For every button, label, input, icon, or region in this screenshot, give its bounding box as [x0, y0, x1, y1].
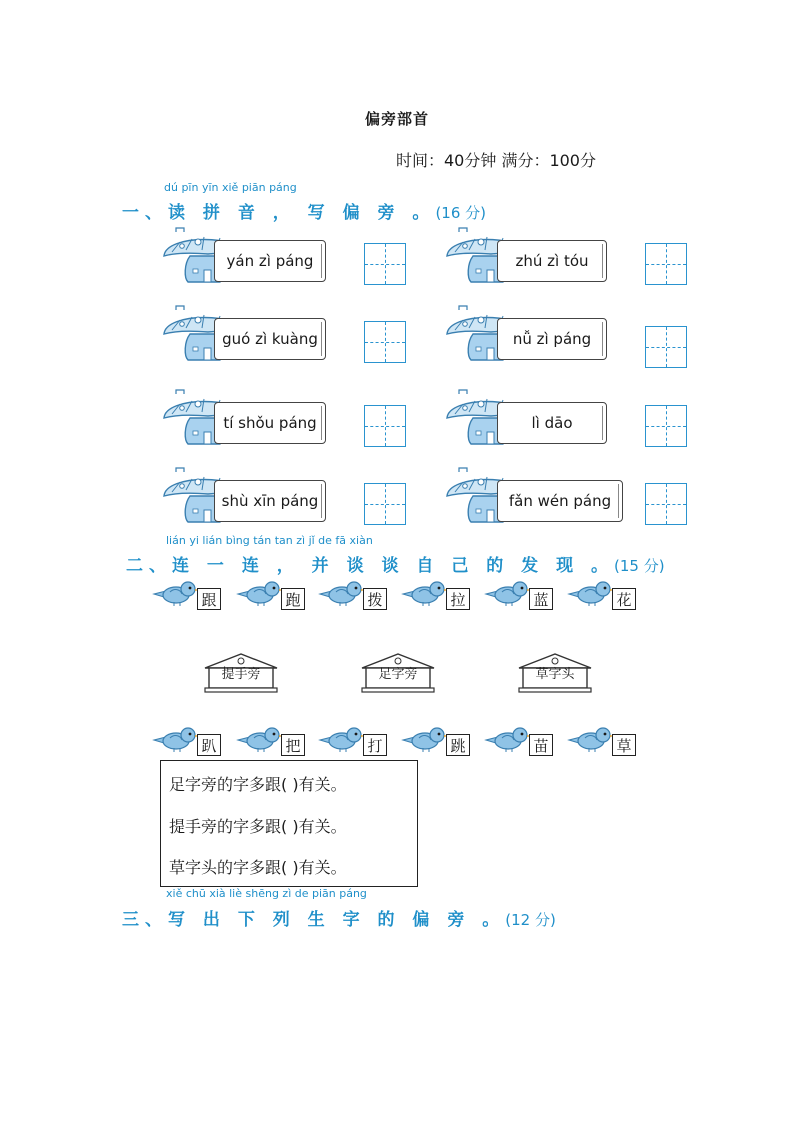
pinyin-label: zhú zì tóu: [497, 240, 607, 282]
section3-title: 三、写 出 下 列 生 字 的 偏 旁 。(12 分): [122, 910, 556, 930]
pinyin-label: tí shǒu páng: [214, 402, 326, 444]
pinyin-label: nǚ zì páng: [497, 318, 607, 360]
writing-grid[interactable]: [645, 405, 687, 447]
section2-pinyin: lián yi lián bìng tán tan zì jǐ de fā xiàn: [166, 534, 373, 547]
radical-house-label[interactable]: 提手旁: [221, 667, 261, 682]
findings-box: [160, 760, 418, 887]
writing-grid[interactable]: [364, 243, 406, 285]
writing-grid[interactable]: [364, 483, 406, 525]
pinyin-label: lì dāo: [497, 402, 607, 444]
page-title: 偏旁部首: [364, 110, 429, 128]
writing-grid[interactable]: [645, 326, 687, 368]
bird-icon: [236, 580, 286, 608]
pinyin-label: yán zì páng: [214, 240, 326, 282]
radical-house-label[interactable]: 草字头: [535, 667, 575, 682]
writing-grid[interactable]: [645, 483, 687, 525]
section2-title: 二、连 一 连 ， 并 谈 谈 自 己 的 发 现 。(15 分): [126, 556, 665, 576]
pinyin-label: fǎn wén páng: [497, 480, 623, 522]
char-card[interactable]: 把: [281, 734, 305, 756]
char-card[interactable]: 跟: [197, 588, 221, 610]
bird-icon: [318, 580, 368, 608]
section3-score: (12 分): [505, 911, 556, 929]
section1-pinyin: dú pīn yīn xiě piān páng: [164, 181, 297, 194]
section2-score: (15 分): [614, 557, 665, 575]
pinyin-label: guó zì kuàng: [214, 318, 326, 360]
section3-pinyin: xiě chū xià liè shēng zì de piān páng: [166, 887, 367, 900]
char-card[interactable]: 拨: [363, 588, 387, 610]
finding-line[interactable]: 足字旁的字多跟( )有关。: [169, 775, 347, 794]
writing-grid[interactable]: [364, 405, 406, 447]
section1-score: (16 分): [435, 204, 486, 222]
exam-meta: 时间：40分钟 满分：100分: [396, 151, 596, 170]
bird-icon: [152, 726, 202, 754]
char-card[interactable]: 草: [612, 734, 636, 756]
char-card[interactable]: 打: [363, 734, 387, 756]
writing-grid[interactable]: [645, 243, 687, 285]
writing-grid[interactable]: [364, 321, 406, 363]
finding-line[interactable]: 提手旁的字多跟( )有关。: [169, 817, 347, 836]
bird-icon: [401, 580, 451, 608]
bird-icon: [318, 726, 368, 754]
bird-icon: [484, 580, 534, 608]
char-card[interactable]: 趴: [197, 734, 221, 756]
char-card[interactable]: 跑: [281, 588, 305, 610]
char-card[interactable]: 花: [612, 588, 636, 610]
radical-house-label[interactable]: 足字旁: [378, 667, 418, 682]
char-card[interactable]: 拉: [446, 588, 470, 610]
section1-title: 一、读 拼 音 ， 写 偏 旁 。(16 分): [122, 203, 486, 223]
char-card[interactable]: 蓝: [529, 588, 553, 610]
bird-icon: [152, 580, 202, 608]
bird-icon: [567, 726, 617, 754]
bird-icon: [567, 580, 617, 608]
bird-icon: [401, 726, 451, 754]
pinyin-label: shù xīn páng: [214, 480, 326, 522]
char-card[interactable]: 苗: [529, 734, 553, 756]
bird-icon: [484, 726, 534, 754]
finding-line[interactable]: 草字头的字多跟( )有关。: [169, 858, 347, 877]
bird-icon: [236, 726, 286, 754]
char-card[interactable]: 跳: [446, 734, 470, 756]
